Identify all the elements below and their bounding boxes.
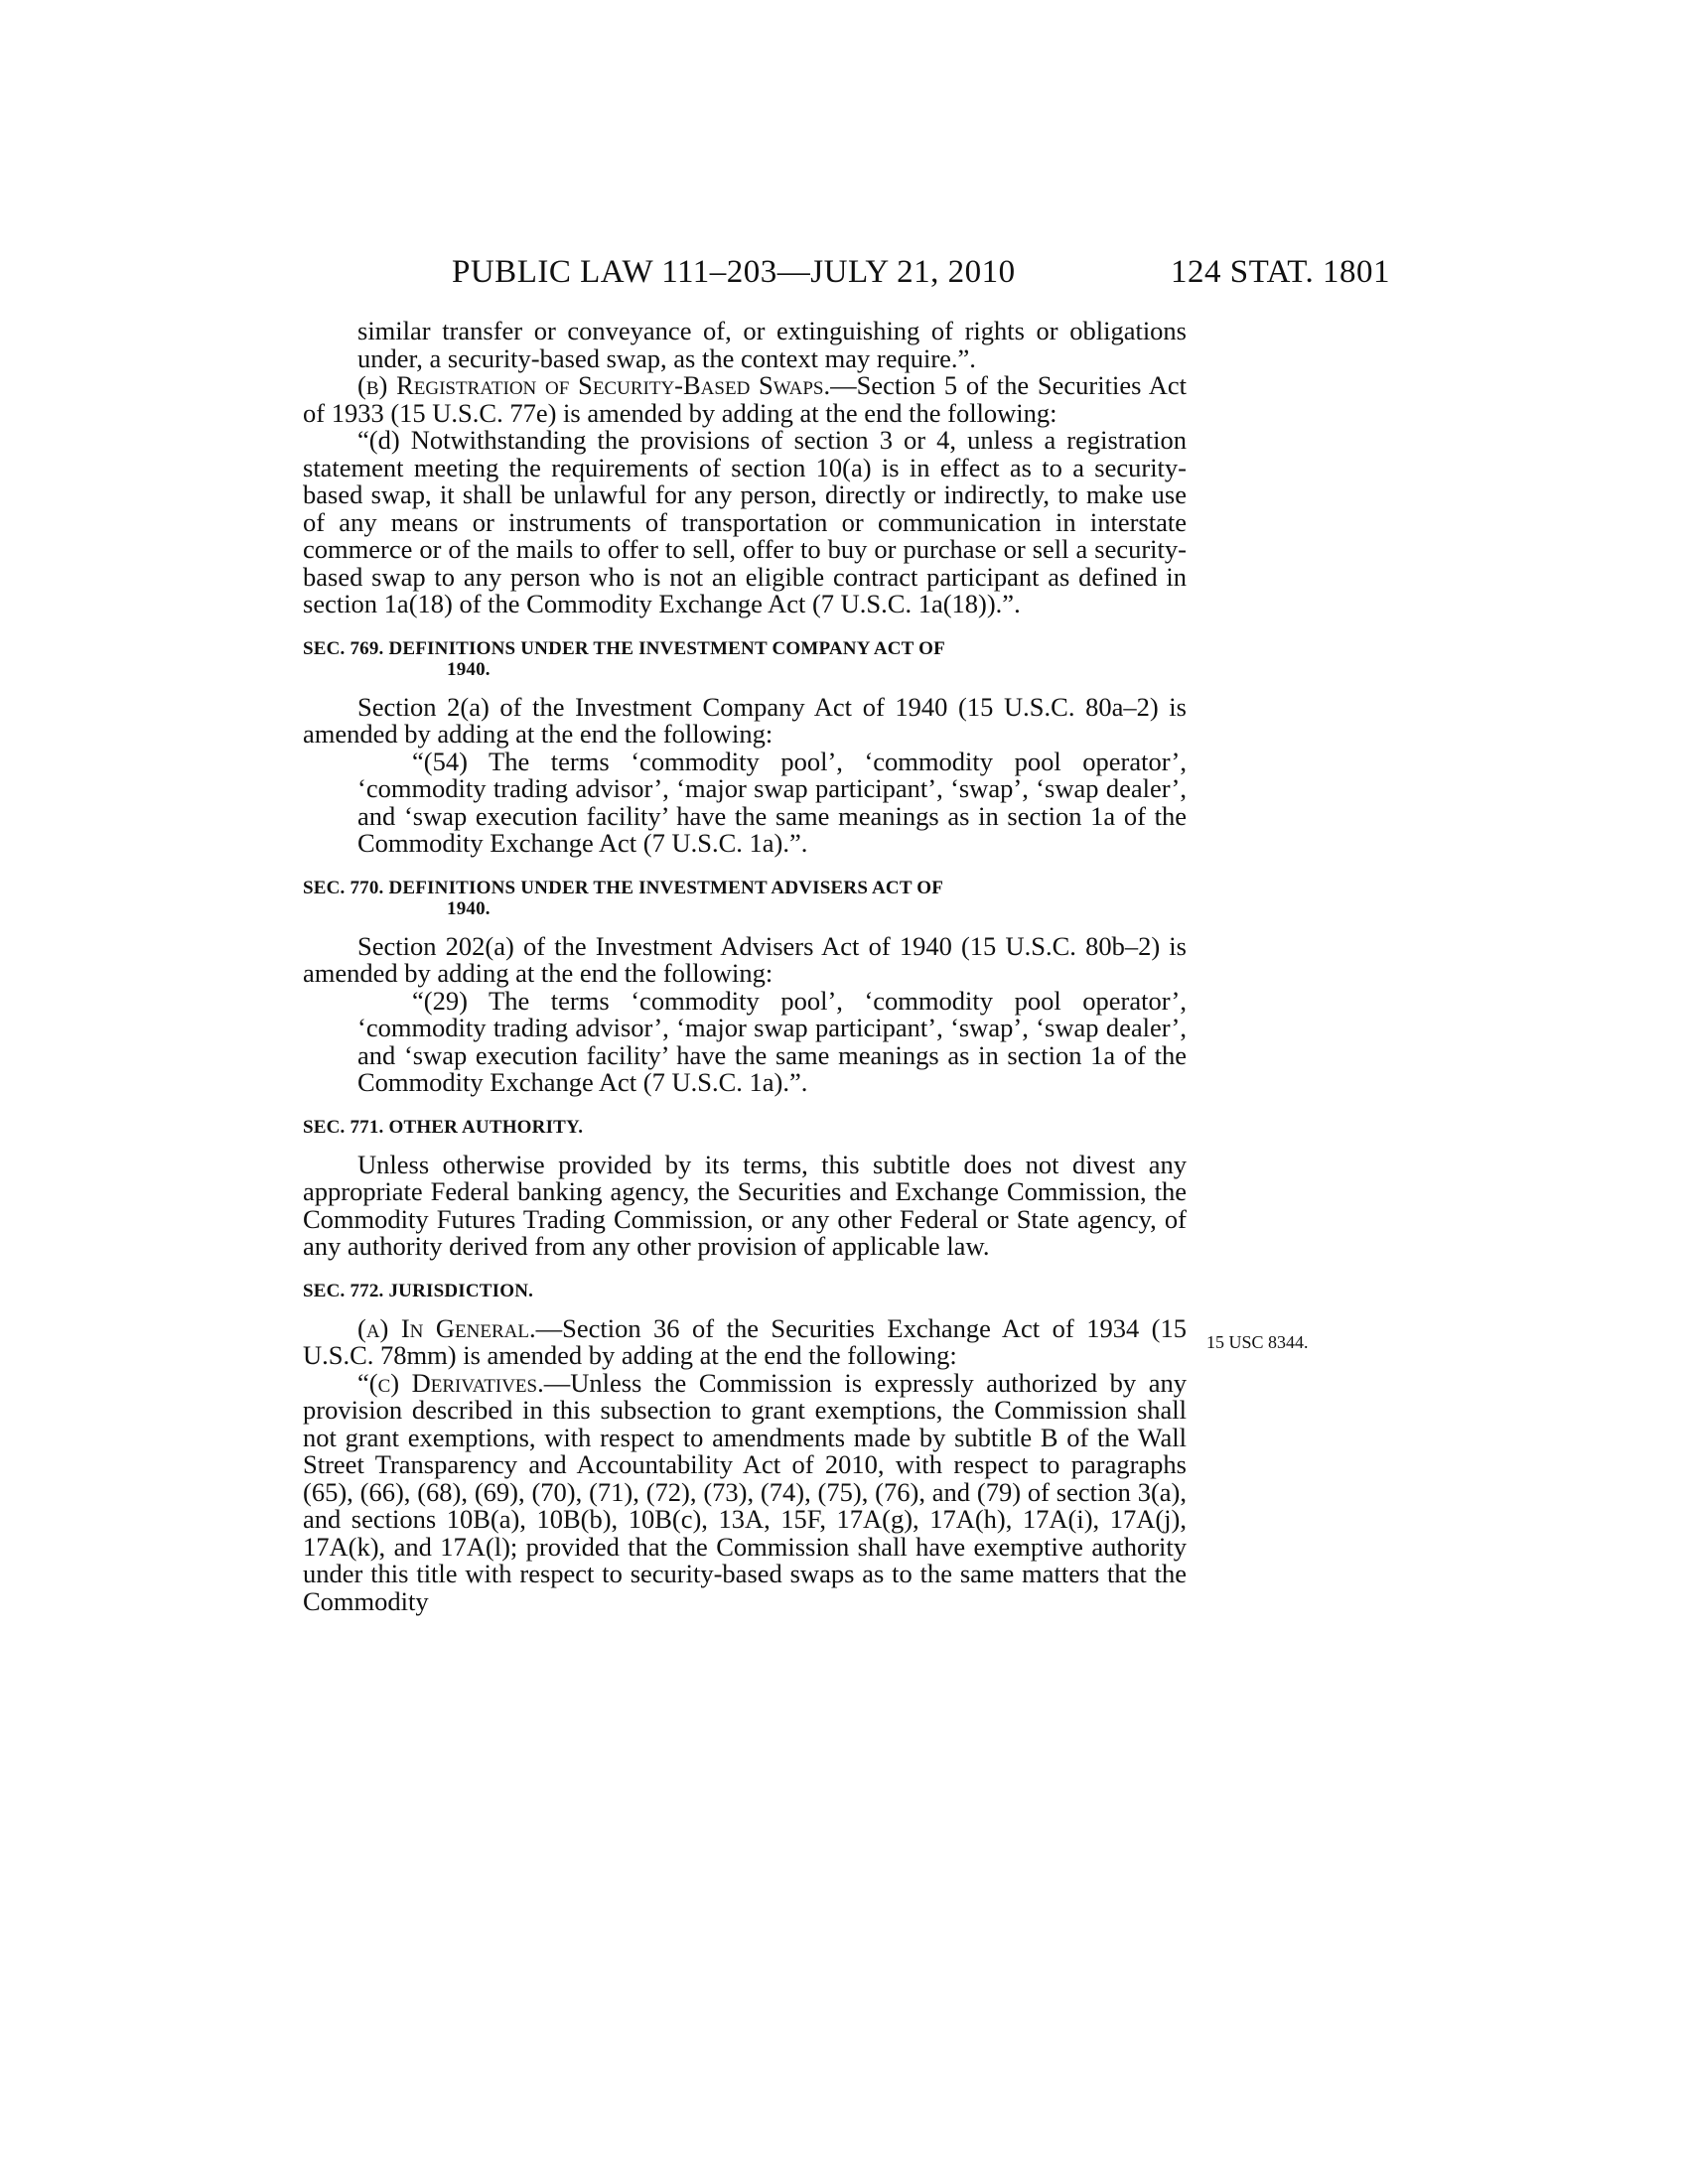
section-770-text: Section 202(a) of the Investment Advisers Act of 1940 (15 U.S.C. 80b–2) is amended by adding at the end the following:	[303, 930, 1187, 988]
subsection-c-heading: “(c) Derivatives.	[357, 1367, 544, 1398]
section-770-title: SEC. 770. DEFINITIONS UNDER THE INVESTMENT ADVISERS ACT OF	[303, 877, 944, 898]
subsection-c-paragraph	[303, 1367, 1188, 1616]
paragraph-29-quote	[303, 985, 1187, 1097]
section-771-heading	[303, 1117, 1187, 1138]
section-769-heading	[303, 638, 1187, 680]
section-771-text: Unless otherwise provided by its terms, this subtitle does not divest any appropriate Federal banking agency, the Securities and Exchange Commission, the Commodity Futures Trading Commission, or any other Federal or State agency, of any authority derived from any other provision of applicable law.	[303, 1149, 1187, 1261]
section-769-text: Section 2(a) of the Investment Company Act of 1940 (15 U.S.C. 80a–2) is amended by adding at the end the following:	[303, 691, 1187, 749]
section-772-title: SEC. 772. JURISDICTION.	[303, 1280, 534, 1301]
usc-margin-note: 15 USC 8344.	[1206, 1332, 1309, 1352]
subsection-b-text: —Section 5 of the Securities Act of 1933 (15 U.S.C. 77e) is amended by adding at the end the following:	[303, 370, 1187, 428]
section-770-title-cont: 1940.	[447, 897, 491, 919]
public-law-citation: PUBLIC LAW 111–203—JULY 21, 2010	[452, 254, 1016, 290]
section-770-heading	[303, 878, 1187, 919]
section-772-heading	[303, 1281, 1187, 1301]
continued-paragraph: similar transfer or conveyance of, or extinguishing of rights or obligations under, a security-based swap, as the context may require.”.	[357, 316, 1187, 373]
section-769-title: SEC. 769. DEFINITIONS UNDER THE INVESTMENT COMPANY ACT OF	[303, 637, 945, 659]
document-body	[303, 318, 1187, 1615]
subsection-c-text: —Unless the Commission is expressly authorized by any provision described in this subsection to grant exemptions, the Commission shall not grant exemptions, with respect to amendments made by subtitle B of the Wall Street Transparency and Accountability Act of 2010, with respect to paragraphs (65), (66), (68), (69), (70), (71), (72), (73), (74), (75), (76), and (79) of section 3(a), and sections 10B(a), 10B(b), 10B(c), 13A, 15F, 17A(g), 17A(h), 17A(i), 17A(j), 17A(k), and 17A(l); provided that the Commission shall have exemptive authority under this title with respect to security-based swaps as to the same matters that the Commodity	[303, 1367, 1188, 1616]
subsection-b-paragraph	[303, 372, 1187, 427]
paragraph-54-quote	[303, 746, 1187, 858]
subsection-b-heading: (b) Registration of Security-Based Swaps.	[357, 370, 831, 400]
paragraph-29-text: “(29) The terms ‘commodity pool’, ‘commodity pool operator’, ‘commodity trading advisor’, ‘major swap participant’, ‘swap’, ‘swap dealer’, and ‘swap execution facility’ have the same meanings as in section 1a of the Commodity Exchange Act (7 U.S.C. 1a).”.	[357, 985, 1187, 1097]
subsection-a-heading: (a) In General.	[357, 1312, 536, 1343]
running-header	[303, 254, 1390, 294]
subsection-a-paragraph	[303, 1312, 1187, 1370]
paragraph-54-text: “(54) The terms ‘commodity pool’, ‘commodity pool operator’, ‘commodity trading advisor’, ‘major swap participant’, ‘swap’, ‘swap dealer’, and ‘swap execution facility’ have the same meanings as in section 1a of the Commodity Exchange Act (7 U.S.C. 1a).”.	[357, 746, 1187, 858]
subsection-a-text: —Section 36 of the Securities Exchange Act of 1934 (15 U.S.C. 78mm) is amended by adding at the end the following:	[303, 1312, 1187, 1370]
section-769-title-cont: 1940.	[447, 658, 491, 680]
section-771-title: SEC. 771. OTHER AUTHORITY.	[303, 1116, 584, 1138]
statute-page-number: 124 STAT. 1801	[1170, 254, 1390, 290]
subsection-d-quote: “(d) Notwithstanding the provisions of section 3 or 4, unless a registration statement meeting the requirements of section 10(a) is in effect as to a security-based swap, it shall be unlawful for any person, directly or indirectly, to make use of any means or instruments of transportation or communication in interstate commerce or of the mails to offer to sell, offer to buy or purchase or sell a security-based swap to any person who is not an eligible contract participant as defined in section 1a(18) of the Commodity Exchange Act (7 U.S.C. 1a(18)).”.	[303, 425, 1187, 618]
